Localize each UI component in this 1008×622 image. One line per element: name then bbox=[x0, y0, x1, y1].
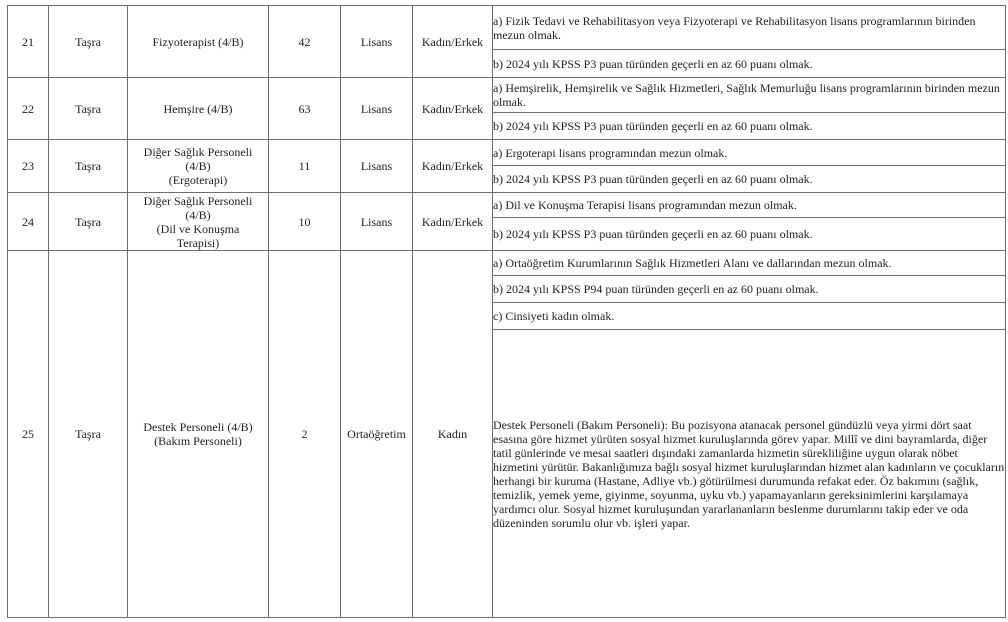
row-number: 23 bbox=[8, 140, 49, 193]
position-title bbox=[128, 140, 269, 193]
quota-cell: 2 bbox=[269, 251, 341, 618]
position-title bbox=[128, 193, 269, 251]
gender-cell: Kadın bbox=[413, 251, 493, 618]
education-cell: Lisans bbox=[341, 78, 413, 140]
requirement-item: a) Hemşirelik, Hemşirelik ve Sağlık Hizmetleri, Sağlık Memurluğu lisans programlarının birinden mezun olmak. bbox=[493, 78, 1006, 113]
row-number: 22 bbox=[8, 78, 49, 140]
location-cell: Taşra bbox=[49, 193, 128, 251]
requirement-item: a) Ergoterapi lisans programından mezun olmak. bbox=[493, 140, 1006, 166]
position-title-line: (Bakım Personeli) bbox=[154, 434, 242, 448]
position-title bbox=[128, 78, 269, 140]
row-number: 25 bbox=[8, 251, 49, 618]
position-title-line: (4/B) bbox=[185, 207, 211, 222]
gender-cell: Kadın/Erkek bbox=[413, 193, 493, 251]
requirement-item: b) 2024 yılı KPSS P94 puan türünden geçerli en az 60 puanı olmak. bbox=[493, 276, 1006, 303]
gender-cell: Kadın/Erkek bbox=[413, 140, 493, 193]
requirement-item: a) Fizik Tedavi ve Rehabilitasyon veya Fizyoterapi ve Rehabilitasyon lisans programlarının birinden mezun olmak. bbox=[493, 6, 1006, 50]
gender-cell: Kadın/Erkek bbox=[413, 6, 493, 78]
table-row bbox=[8, 78, 1006, 113]
position-title-line: Terapisi) bbox=[176, 235, 220, 250]
requirement-item: b) 2024 yılı KPSS P3 puan türünden geçerli en az 60 puanı olmak. bbox=[493, 113, 1006, 140]
requirement-item: b) 2024 yılı KPSS P3 puan türünden geçerli en az 60 puanı olmak. bbox=[493, 218, 1006, 251]
position-title bbox=[128, 251, 269, 618]
position-title bbox=[128, 6, 269, 78]
quota-cell: 42 bbox=[269, 6, 341, 78]
position-title-line: (4/B) bbox=[185, 159, 211, 173]
row-number: 24 bbox=[8, 193, 49, 251]
education-cell: Ortaöğretim bbox=[341, 251, 413, 618]
location-cell: Taşra bbox=[49, 140, 128, 193]
requirement-item: a) Dil ve Konuşma Terapisi lisans programından mezun olmak. bbox=[493, 193, 1006, 218]
location-cell: Taşra bbox=[49, 6, 128, 78]
requirement-item: b) 2024 yılı KPSS P3 puan türünden geçerli en az 60 puanı olmak. bbox=[493, 50, 1006, 78]
position-title-line: Diğer Sağlık Personeli bbox=[143, 193, 253, 208]
gender-cell: Kadın/Erkek bbox=[413, 78, 493, 140]
position-title-line: (Dil ve Konuşma bbox=[156, 221, 240, 236]
position-title-line: Fizyoterapist (4/B) bbox=[152, 34, 244, 49]
location-cell: Taşra bbox=[49, 251, 128, 618]
education-cell: Lisans bbox=[341, 193, 413, 251]
positions-table bbox=[7, 5, 1006, 618]
position-description: Destek Personeli (Bakım Personeli): Bu pozisyona atanacak personel gündüzlü veya yirmi dört saat esasına göre hizmet yürüten sosyal hizmet kuruluşlarında görev yapar. Millî ve dini bayramlarda, diğer tatil günlerinde ve mesai saatleri dışındaki zamanlarda hizmetin sürekliliğine uygun olarak nöbet hizmetini yürütür. Bakanlığımıza bağlı sosyal hizmet kuruluşlarından hizmet alan kadınların ve çocukların herhangi bir kuruma (Hastane, Adliye vb.) götürülmesi durumunda refakat eder. Öz bakımını (sağlık, temizlik, yemek yeme, giyinme, soyunma, uyku vb.) yapamayanların gereksinimlerini karşılamaya yardımcı olur. Sosyal hizmet kuruluşundan yararlananların beslenme durumlarını takip eder ve oda düzeninden sorumlu olur vb. işleri yapar. bbox=[493, 330, 1006, 618]
row-number: 21 bbox=[8, 6, 49, 78]
requirement-item: b) 2024 yılı KPSS P3 puan türünden geçerli en az 60 puanı olmak. bbox=[493, 166, 1006, 193]
position-title-line: Hemşire (4/B) bbox=[163, 101, 233, 116]
requirement-item: c) Cinsiyeti kadın olmak. bbox=[493, 303, 1006, 330]
position-title-line: (Ergoterapi) bbox=[168, 173, 228, 187]
table-row bbox=[8, 6, 1006, 50]
education-cell: Lisans bbox=[341, 140, 413, 193]
quota-cell: 10 bbox=[269, 193, 341, 251]
location-cell: Taşra bbox=[49, 78, 128, 140]
position-title-line: Diğer Sağlık Personeli bbox=[143, 145, 253, 159]
position-title-line: Destek Personeli (4/B) bbox=[143, 420, 253, 434]
table-row bbox=[8, 140, 1006, 166]
requirement-item: a) Ortaöğretim Kurumlarının Sağlık Hizmetleri Alanı ve dallarından mezun olmak. bbox=[493, 251, 1006, 276]
table-row bbox=[8, 193, 1006, 218]
quota-cell: 11 bbox=[269, 140, 341, 193]
education-cell: Lisans bbox=[341, 6, 413, 78]
quota-cell: 63 bbox=[269, 78, 341, 140]
table-row bbox=[8, 251, 1006, 276]
